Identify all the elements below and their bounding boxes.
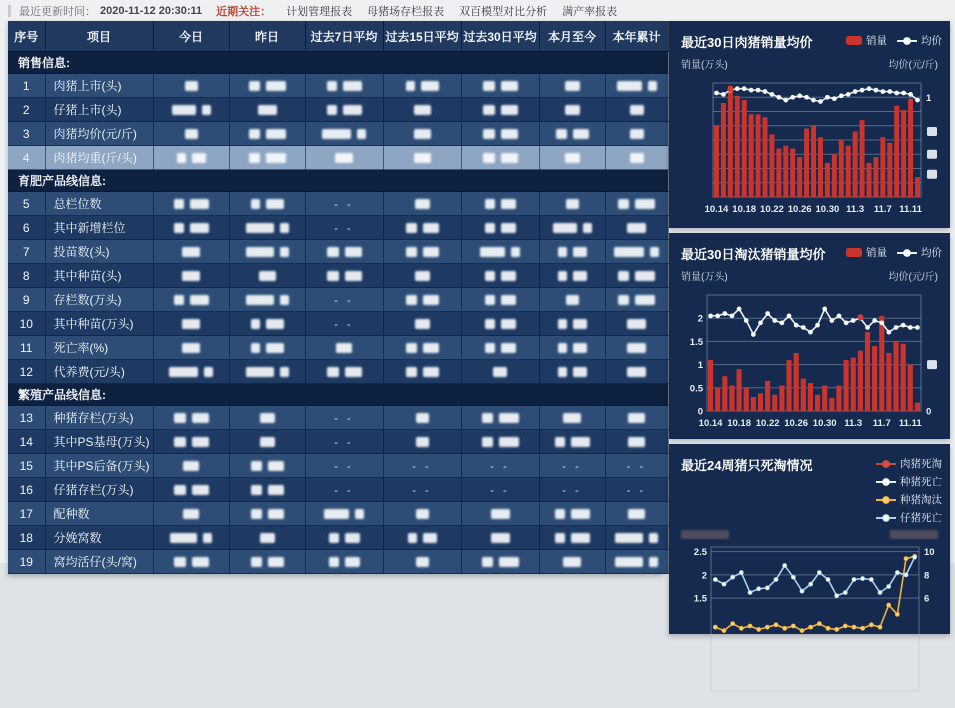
section-header-row: [8, 52, 668, 74]
cell-redacted-value: [461, 146, 539, 170]
row-label: 死亡率(%): [45, 336, 153, 360]
cell-redacted-value: [605, 406, 668, 430]
row-label: 配种数: [45, 502, 153, 526]
column-header: 过去15日平均: [383, 21, 461, 52]
legend-line-dot-symbol: [876, 495, 896, 505]
cell-redacted-value: [461, 550, 539, 574]
cell-redacted-value: [229, 406, 305, 430]
cell-redacted-value: [153, 336, 229, 360]
row-label: 其中种苗(万头): [45, 312, 153, 336]
table-row-4[interactable]: [8, 146, 668, 170]
cell-redacted-value: [383, 122, 461, 146]
cell-redacted-value: [305, 146, 383, 170]
cell-redacted-value: [229, 430, 305, 454]
svg-text:10.18: 10.18: [727, 418, 751, 429]
row-label: 分娩窝数: [45, 526, 153, 550]
svg-text:2.5: 2.5: [693, 547, 707, 559]
cell-redacted-value: [605, 216, 668, 240]
legend-label: 销量: [866, 247, 887, 259]
cell-no-data: - -: [305, 430, 383, 454]
legend-line-dot-symbol: [876, 513, 896, 523]
svg-text:10: 10: [924, 547, 935, 559]
legend-label: 销量: [866, 35, 887, 47]
y-left-axis-label: 销量(万头): [681, 272, 728, 283]
cell-redacted-value: [539, 336, 605, 360]
cell-redacted-value: [605, 98, 668, 122]
cell-redacted-value: [605, 550, 668, 574]
legend-item-销量[interactable]: [846, 245, 887, 260]
row-number: 1: [8, 74, 45, 98]
cell-redacted-value: [153, 74, 229, 98]
updated-time-label: 最近更新时间：: [19, 5, 96, 18]
cell-redacted-value: [383, 550, 461, 574]
legend-item-肉猪死淘[interactable]: [876, 456, 942, 471]
row-number: 9: [8, 288, 45, 312]
row-number: 10: [8, 312, 45, 336]
cell-redacted-value: [153, 216, 229, 240]
column-header: 今日: [153, 21, 229, 52]
row-number: 18: [8, 526, 45, 550]
row-label: 仔猪上市(头): [45, 98, 153, 122]
cell-redacted-value: [383, 98, 461, 122]
cell-redacted-value: [153, 98, 229, 122]
row-label: 存栏数(万头): [45, 288, 153, 312]
row-label: 其中PS基母(万头): [45, 430, 153, 454]
cell-redacted-value: [539, 526, 605, 550]
cell-redacted-value: [153, 430, 229, 454]
svg-text:10.30: 10.30: [815, 204, 840, 215]
svg-text:10.26: 10.26: [784, 418, 809, 429]
cell-redacted-value: [153, 122, 229, 146]
cell-redacted-value: [153, 264, 229, 288]
main-area: [0, 21, 955, 634]
row-label: 其中PS后备(万头): [45, 454, 153, 478]
column-header: 序号: [8, 21, 45, 52]
topbar-link-计划管理报表[interactable]: 计划管理报表: [286, 5, 353, 18]
cell-no-data: - -: [305, 454, 383, 478]
weekly-mortality-chart: [677, 543, 941, 708]
legend-label: 种猪死亡: [900, 476, 942, 488]
table-row-11[interactable]: [8, 336, 668, 360]
y-left-axis-label: 销量(万头): [681, 60, 728, 71]
cell-no-data: - -: [305, 406, 383, 430]
kpi-table-panel: [8, 21, 663, 574]
row-number: 4: [8, 146, 45, 170]
cell-redacted-value: [305, 98, 383, 122]
cell-redacted-value: [383, 312, 461, 336]
chart-legend: [846, 29, 942, 48]
cell-redacted-value: [229, 146, 305, 170]
cell-redacted-value: [605, 502, 668, 526]
cell-redacted-value: [153, 454, 229, 478]
cell-redacted-value: [153, 288, 229, 312]
table-row-8[interactable]: [8, 264, 668, 288]
row-number: 3: [8, 122, 45, 146]
cell-no-data: - -: [605, 454, 668, 478]
row-label: 肉猪均重(斤/头): [45, 146, 153, 170]
cell-redacted-value: [605, 430, 668, 454]
chart-legend: [846, 241, 942, 260]
legend-item-均价[interactable]: [897, 33, 942, 48]
cell-redacted-value: [539, 312, 605, 336]
cell-redacted-value: [229, 478, 305, 502]
cell-redacted-value: [539, 550, 605, 574]
cell-redacted-value: [605, 360, 668, 384]
cell-redacted-value: [305, 526, 383, 550]
column-header: 过去30日平均: [461, 21, 539, 52]
cell-redacted-value: [229, 454, 305, 478]
table-row-19[interactable]: [8, 550, 668, 574]
legend-item-均价[interactable]: [897, 245, 942, 260]
topbar-link-满产率报表[interactable]: 满产率报表: [562, 5, 618, 18]
cell-redacted-value: [461, 526, 539, 550]
cell-redacted-value: [305, 122, 383, 146]
cell-redacted-value: [461, 122, 539, 146]
table-row-6[interactable]: [8, 216, 668, 240]
cell-redacted-value: [383, 288, 461, 312]
cell-redacted-value: [605, 526, 668, 550]
cell-redacted-value: [605, 122, 668, 146]
row-number: 14: [8, 430, 45, 454]
cell-no-data: - -: [539, 478, 605, 502]
row-label: 总栏位数: [45, 192, 153, 216]
cell-redacted-value: [461, 502, 539, 526]
cell-redacted-value: [539, 240, 605, 264]
legend-label: 肉猪死淘: [900, 458, 942, 470]
cell-redacted-value: [153, 550, 229, 574]
row-number: 7: [8, 240, 45, 264]
svg-text:8: 8: [924, 570, 930, 582]
cell-redacted-value: [605, 74, 668, 98]
cell-redacted-value: [539, 122, 605, 146]
legend-label: 均价: [921, 247, 942, 259]
table-row-14[interactable]: [8, 430, 668, 454]
svg-text:1.5: 1.5: [693, 593, 707, 605]
cell-redacted-value: [383, 216, 461, 240]
legend-line-dot-symbol: [876, 477, 896, 487]
table-row-9[interactable]: [8, 288, 668, 312]
cell-redacted-value: [229, 526, 305, 550]
svg-text:10.22: 10.22: [755, 418, 780, 429]
cell-redacted-value: [305, 502, 383, 526]
cell-redacted-value: [305, 264, 383, 288]
row-number: 5: [8, 192, 45, 216]
chart-card-mortality: [669, 444, 950, 634]
cull-pig-sales-price-chart: [677, 287, 941, 443]
cell-no-data: - -: [539, 454, 605, 478]
y-right-axis-label: 均价(元/斤): [888, 60, 938, 71]
svg-text:6: 6: [924, 593, 930, 605]
row-label: 其中新增栏位: [45, 216, 153, 240]
svg-text:11.3: 11.3: [844, 418, 863, 429]
cell-redacted-value: [539, 192, 605, 216]
cell-redacted-value: [229, 216, 305, 240]
cell-redacted-value: [383, 264, 461, 288]
svg-text:2: 2: [697, 313, 703, 325]
y-right-axis-label-redacted: [890, 530, 938, 539]
chart-card-cull-sales: [669, 233, 950, 439]
cell-redacted-value: [153, 406, 229, 430]
cell-redacted-value: [153, 360, 229, 384]
cell-redacted-value: [605, 288, 668, 312]
cell-redacted-value: [383, 192, 461, 216]
table-row-2[interactable]: [8, 98, 668, 122]
legend-bar-swatch: [846, 248, 862, 257]
cell-redacted-value: [461, 406, 539, 430]
cell-no-data: - -: [305, 478, 383, 502]
svg-text:10.26: 10.26: [787, 204, 812, 215]
legend-bar-swatch: [846, 36, 862, 45]
section-title: 育肥产品线信息:: [8, 170, 668, 192]
svg-text:10.30: 10.30: [812, 418, 837, 429]
row-label: 仔猪存栏(万头): [45, 478, 153, 502]
table-row-18[interactable]: [8, 526, 668, 550]
cell-redacted-value: [539, 98, 605, 122]
legend-label: 仔猪死亡: [900, 512, 942, 524]
column-header: 过去7日平均: [305, 21, 383, 52]
svg-text:10.14: 10.14: [704, 204, 729, 215]
cell-redacted-value: [461, 312, 539, 336]
table-row-15[interactable]: [8, 454, 668, 478]
cell-redacted-value: [383, 526, 461, 550]
cell-redacted-value: [461, 74, 539, 98]
svg-text:0: 0: [926, 406, 932, 418]
cell-no-data: - -: [305, 192, 383, 216]
svg-text:11.3: 11.3: [846, 204, 865, 215]
cell-no-data: - -: [605, 478, 668, 502]
cell-redacted-value: [383, 502, 461, 526]
chart-title: 最近30日淘汰猪销量均价: [681, 247, 826, 262]
cell-redacted-value: [461, 336, 539, 360]
legend-item-仔猪死亡[interactable]: [876, 510, 942, 525]
row-number: 19: [8, 550, 45, 574]
row-number: 6: [8, 216, 45, 240]
column-header: 本月至今: [539, 21, 605, 52]
cell-no-data: - -: [305, 216, 383, 240]
svg-text:11.11: 11.11: [898, 418, 922, 429]
svg-text:2: 2: [701, 570, 707, 582]
cell-redacted-value: [229, 74, 305, 98]
row-label: 其中种苗(头): [45, 264, 153, 288]
cell-redacted-value: [153, 192, 229, 216]
cell-redacted-value: [605, 192, 668, 216]
chart-card-pig-sales: [669, 21, 950, 228]
cell-redacted-value: [153, 312, 229, 336]
kpi-table: [8, 21, 669, 574]
svg-text:11.7: 11.7: [872, 418, 891, 429]
cell-redacted-value: [305, 74, 383, 98]
cell-no-data: - -: [461, 478, 539, 502]
legend-line-dot-symbol: [897, 248, 917, 258]
cell-no-data: - -: [383, 454, 461, 478]
cell-redacted-value: [229, 264, 305, 288]
cell-redacted-value: [305, 336, 383, 360]
svg-text:11.7: 11.7: [873, 204, 892, 215]
cell-redacted-value: [461, 98, 539, 122]
chart-title: 最近30日肉猪销量均价: [681, 35, 813, 50]
section-title: 繁殖产品线信息:: [8, 384, 668, 406]
y-right-axis-label: 均价(元/斤): [888, 272, 938, 283]
table-row-7[interactable]: [8, 240, 668, 264]
svg-text:0.5: 0.5: [689, 383, 703, 395]
updated-time-value: 2020-11-12 20:30:11: [100, 4, 203, 17]
table-row-10[interactable]: [8, 312, 668, 336]
legend-item-种猪死亡[interactable]: [876, 474, 942, 489]
table-row-5[interactable]: [8, 192, 668, 216]
cell-redacted-value: [461, 430, 539, 454]
cell-redacted-value: [461, 192, 539, 216]
svg-text:1.5: 1.5: [689, 336, 703, 348]
cell-redacted-value: [539, 264, 605, 288]
cell-no-data: - -: [383, 478, 461, 502]
legend-line-dot-symbol: [897, 36, 917, 46]
svg-text:1: 1: [697, 360, 703, 372]
legend-item-种猪淘汰[interactable]: [876, 492, 942, 507]
cell-redacted-value: [539, 360, 605, 384]
cell-redacted-value: [461, 240, 539, 264]
cell-redacted-value: [383, 74, 461, 98]
cell-redacted-value: [229, 550, 305, 574]
cell-redacted-value: [539, 288, 605, 312]
column-header: 项目: [45, 21, 153, 52]
cell-no-data: - -: [305, 312, 383, 336]
cell-redacted-value: [605, 264, 668, 288]
svg-text:10.18: 10.18: [732, 204, 757, 215]
row-label: 窝均活仔(头/窝): [45, 550, 153, 574]
cell-redacted-value: [539, 502, 605, 526]
cell-redacted-value: [461, 360, 539, 384]
cell-redacted-value: [605, 146, 668, 170]
row-number: 8: [8, 264, 45, 288]
cell-redacted-value: [539, 74, 605, 98]
row-number: 11: [8, 336, 45, 360]
row-label: 肉猪均价(元/斤): [45, 122, 153, 146]
cell-redacted-value: [461, 264, 539, 288]
row-label: 肉猪上市(头): [45, 74, 153, 98]
cell-redacted-value: [229, 240, 305, 264]
table-row-16[interactable]: [8, 478, 668, 502]
section-title: 销售信息:: [8, 52, 668, 74]
table-row-12[interactable]: [8, 360, 668, 384]
cell-redacted-value: [229, 360, 305, 384]
cell-redacted-value: [383, 430, 461, 454]
cell-redacted-value: [229, 98, 305, 122]
y-left-axis-label-redacted: [681, 530, 729, 539]
section-header-row: [8, 384, 668, 406]
row-number: 15: [8, 454, 45, 478]
legend-item-销量[interactable]: [846, 33, 887, 48]
cell-redacted-value: [383, 406, 461, 430]
topbar-report-links: [271, 3, 617, 19]
cell-redacted-value: [539, 430, 605, 454]
table-row-13[interactable]: [8, 406, 668, 430]
topbar: [0, 0, 955, 21]
table-row-3[interactable]: [8, 122, 668, 146]
cell-redacted-value: [305, 240, 383, 264]
cell-redacted-value: [605, 336, 668, 360]
row-label: 代养费(元/头): [45, 360, 153, 384]
cell-redacted-value: [539, 406, 605, 430]
svg-text:11.11: 11.11: [899, 204, 922, 215]
cell-redacted-value: [153, 240, 229, 264]
cell-redacted-value: [229, 192, 305, 216]
recent-focus-label: 近期关注：: [216, 5, 272, 18]
cell-redacted-value: [461, 288, 539, 312]
row-number: 16: [8, 478, 45, 502]
cell-redacted-value: [461, 216, 539, 240]
charts-column: [669, 21, 950, 634]
row-label: 投苗数(头): [45, 240, 153, 264]
cell-redacted-value: [305, 550, 383, 574]
cell-redacted-value: [605, 240, 668, 264]
cell-redacted-value: [229, 312, 305, 336]
table-row-1[interactable]: [8, 74, 668, 98]
cell-redacted-value: [539, 216, 605, 240]
row-number: 13: [8, 406, 45, 430]
cell-redacted-value: [305, 360, 383, 384]
row-label: 种猪存栏(万头): [45, 406, 153, 430]
cell-redacted-value: [383, 240, 461, 264]
cell-redacted-value: [383, 336, 461, 360]
cell-no-data: - -: [305, 288, 383, 312]
section-header-row: [8, 170, 668, 192]
column-header: 本年累计: [605, 21, 668, 52]
topbar-divider: [8, 5, 11, 17]
cell-redacted-value: [153, 526, 229, 550]
legend-line-dot-symbol: [876, 459, 896, 469]
cell-redacted-value: [229, 502, 305, 526]
cell-redacted-value: [153, 502, 229, 526]
cell-no-data: - -: [461, 454, 539, 478]
chart-legend: [812, 452, 942, 525]
topbar-link-双百模型对比分析[interactable]: 双百模型对比分析: [459, 5, 548, 18]
legend-label: 种猪淘汰: [900, 494, 942, 506]
cell-redacted-value: [153, 146, 229, 170]
row-number: 17: [8, 502, 45, 526]
column-header: 昨日: [229, 21, 305, 52]
pig-sales-price-chart: [677, 75, 941, 231]
cell-redacted-value: [383, 360, 461, 384]
svg-text:10.14: 10.14: [698, 418, 723, 429]
cell-redacted-value: [383, 146, 461, 170]
cell-redacted-value: [153, 478, 229, 502]
row-number: 2: [8, 98, 45, 122]
svg-text:1: 1: [926, 92, 932, 104]
cell-redacted-value: [229, 288, 305, 312]
cell-redacted-value: [539, 146, 605, 170]
cell-redacted-value: [229, 122, 305, 146]
cell-redacted-value: [229, 336, 305, 360]
svg-text:0: 0: [697, 406, 703, 418]
table-row-17[interactable]: [8, 502, 668, 526]
svg-text:10.22: 10.22: [760, 204, 784, 215]
chart-title: 最近24周猪只死淘情况: [681, 458, 813, 473]
topbar-link-母猪场存栏报表[interactable]: 母猪场存栏报表: [367, 5, 445, 18]
cell-redacted-value: [605, 312, 668, 336]
legend-label: 均价: [921, 35, 942, 47]
row-number: 12: [8, 360, 45, 384]
